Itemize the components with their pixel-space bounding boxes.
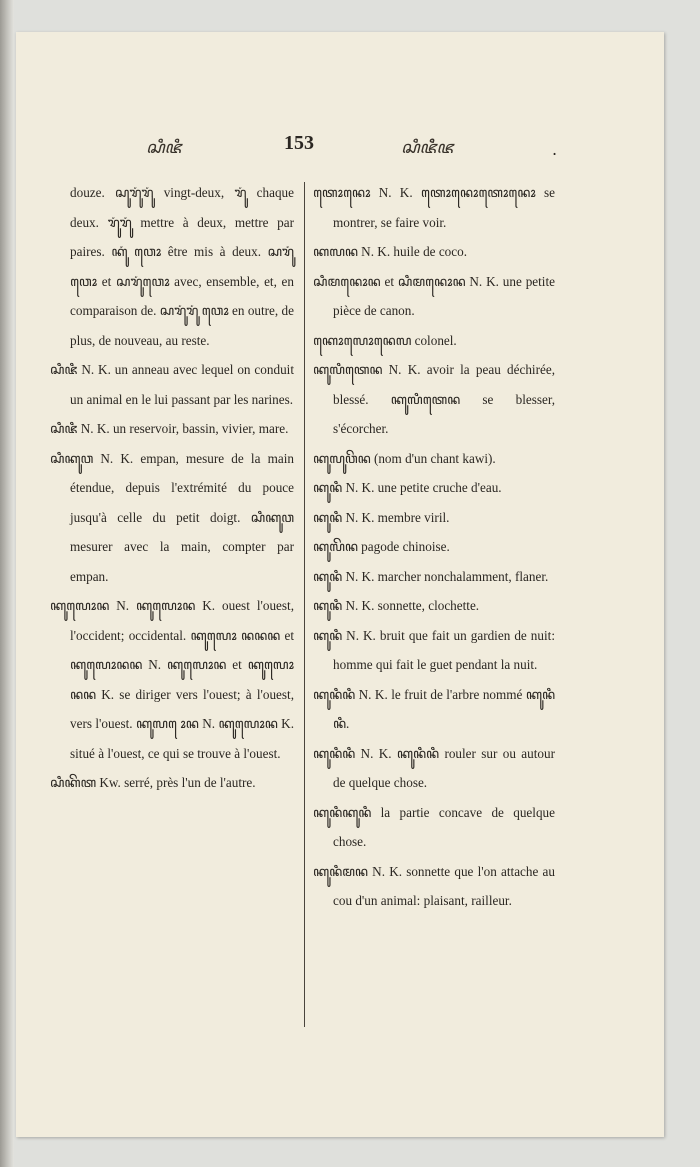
dictionary-entry: ꦏꦸꦤꦶ N. K. marcher nonchalamment, flaner. (313, 568, 549, 584)
dictionary-entry: ꦱꦶꦩꦤꦺꦴꦤ et ꦱꦶꦩꦤꦺꦴꦤ N. K. une petite pièce de canon. (313, 273, 555, 318)
dictionary-entry: ꦏꦸꦤꦶꦤꦶ N. K. le fruit de l'arbre nommé ꦏꦸꦤꦶꦤꦶ. (313, 686, 555, 731)
dictionary-entry: ꦏꦸꦭꦼꦤ pagode chinoise. (313, 539, 450, 554)
header-right-headword: ꦱꦶꦗꦶꦶꦗ (401, 138, 454, 158)
header-dot: . (552, 140, 558, 159)
dictionary-entry: ꦱꦶꦏꦸꦮ N. K. empan, mesure de la main étendue, depuis l'extrémité du pouce jusqu'à celle du petit doigt. ꦱꦶꦏꦸꦮ mesurer avec la main, compter par empan. (50, 450, 294, 584)
dictionary-entry: ꦏꦸꦤꦶꦤꦶ N. K. ꦏꦸꦤꦶꦤꦶ rouler sur ou autour de quelque chose. (313, 745, 555, 790)
dictionary-entry: ꦠꦺꦴꦤꦺꦴ N. K. ꦠꦺꦴꦤꦺꦴꦠꦺꦴꦤꦺꦴ se montrer, se faire voir. (313, 185, 555, 230)
dictionary-entry: ꦏꦸꦤꦶꦏꦸꦤꦶ la partie concave de quelque chose. (313, 804, 555, 849)
dictionary-entry: ꦏꦸꦤꦶ N. K. bruit que fait un gardien de nuit: homme qui fait le guet pendant la nuit. (313, 627, 555, 672)
left-column (50, 178, 294, 798)
dictionary-entry: ꦏꦸꦤꦶ N. K. sonnette, clochette. (313, 598, 480, 613)
dictionary-entry: ꦏꦺꦴꦭꦺꦴꦤꦺꦭ colonel. (313, 332, 457, 348)
dictionary-entry: ꦏꦸꦤꦶ N. K. une petite cruche d'eau. (313, 480, 502, 495)
dictionary-page (16, 32, 664, 1137)
dictionary-entry: ꦏꦸꦭꦺꦴꦤ N. ꦏꦸꦭꦺꦴꦤ K. ouest l'ouest, l'occident; occidental. ꦏꦸꦭꦺꦴ ꦤꦤꦤ et ꦏꦸꦭꦺꦴꦤꦤ N. ꦏꦸꦭꦺꦴꦤ et ꦏꦸꦭꦺꦴꦤꦤ K. se diriger vers l'ouest; à l'ouest, vers l'ouest. ꦏꦸꦭ ꦺꦴꦤ N. ꦏꦸꦭꦺꦴꦤ K. situé à l'ouest, ce qui se trouve à l'ouest. (50, 598, 294, 761)
running-header (16, 132, 664, 162)
column-divider (304, 182, 305, 1027)
book-spine-edge (0, 0, 14, 1167)
dictionary-entry: ꦏꦭꦤ N. K. huile de coco. (313, 244, 468, 259)
dictionary-entry: douze. ꦱꦸꦫꦸꦁꦫꦸꦁ vingt-deux, ꦫꦸꦁ chaque deux. ꦫꦸꦁꦫꦸꦁ mettre à deux, mettre par paires. ꦏꦸꦁ ꦮꦺꦴ être mis à deux. ꦱꦫꦸꦁꦮꦺꦴ et ꦱꦫꦸꦁꦮꦺꦴ avec, ensemble, et, en comparaison de. ꦱꦫꦸꦁꦫꦸꦁ ꦮꦺꦴ en outre, de plus, de nouveau, au reste. (70, 185, 294, 348)
header-left-headword: ꦱꦶꦗꦶ (146, 138, 182, 158)
dictionary-entry: ꦏꦸꦤꦶ N. K. membre viril. (313, 509, 450, 525)
page-number: 153 (284, 132, 314, 154)
dictionary-entry: ꦏꦸꦭꦸꦮꦼꦤ (nom d'un chant kawi). (313, 450, 496, 466)
dictionary-entry: ꦱꦶꦏꦼꦠ Kw. serré, près l'un de l'autre. (50, 775, 256, 790)
right-column (313, 178, 555, 916)
dictionary-entry: ꦱꦶꦗꦶ N. K. un anneau avec lequel on conduit un animal en le lui passant par les narines. (50, 362, 294, 407)
dictionary-entry: ꦏꦸꦤꦶꦩꦤ N. K. sonnette que l'on attache au cou d'un animal: plaisant, railleur. (313, 863, 555, 908)
dictionary-entry: ꦏꦸꦭꦶꦠꦺꦤ N. K. avoir la peau déchirée, blessé. ꦏꦸꦭꦶꦠꦺꦤ se blesser, s'écorcher. (313, 362, 555, 436)
dictionary-entry: ꦱꦶꦗꦶ N. K. un reservoir, bassin, vivier, mare. (50, 421, 289, 436)
